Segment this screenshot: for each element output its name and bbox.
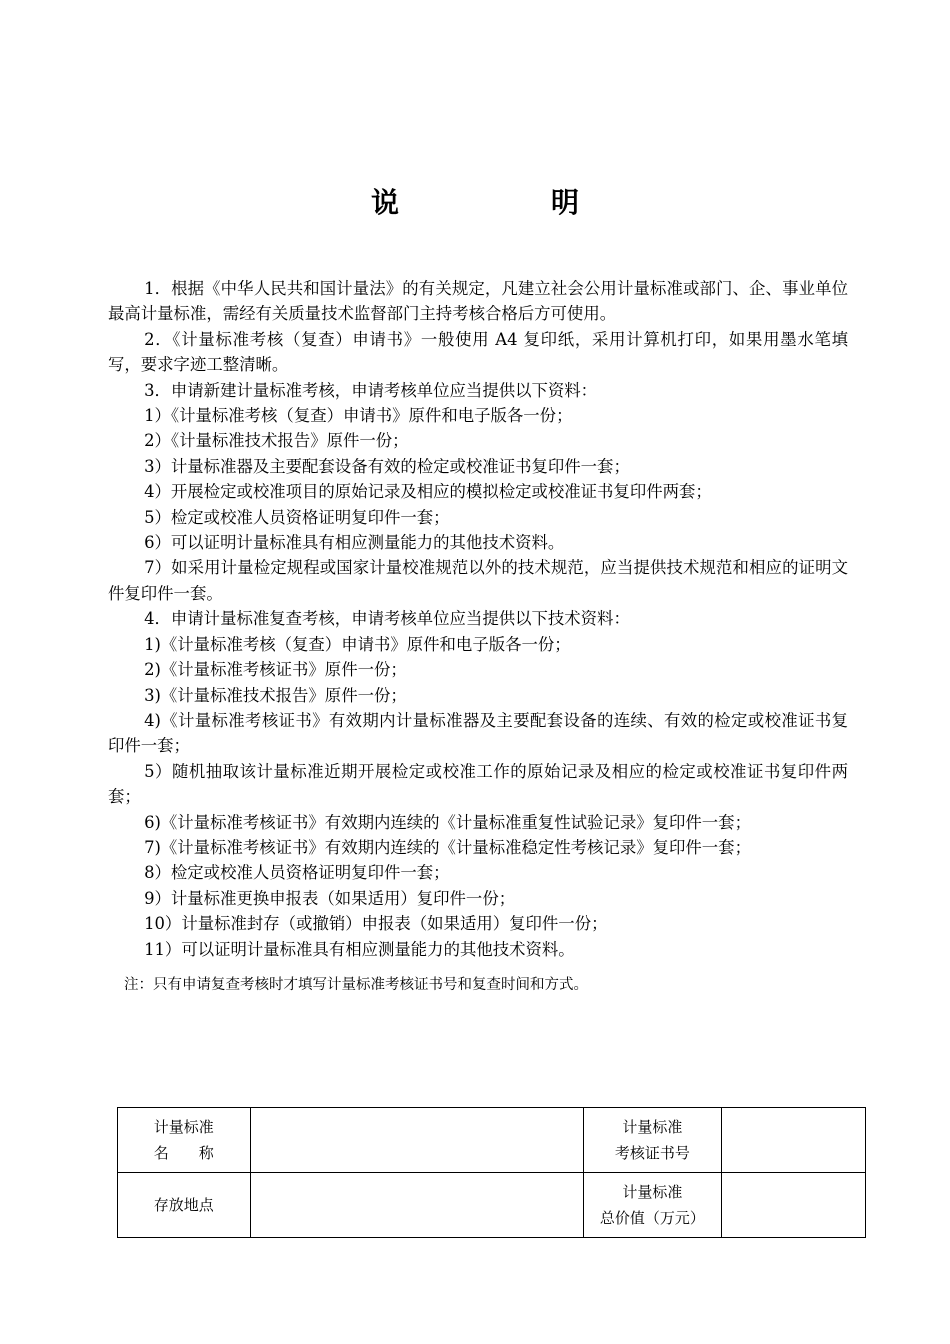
page-title: 说 明 <box>370 186 641 219</box>
total-value-label-line1: 计量标准 <box>622 1183 683 1201</box>
note-text: 注：只有申请复查考核时才填写计量标准考核证书号和复查时间和方式。 <box>124 977 588 993</box>
paragraph: 7)《计量标准考核证书》有效期内连续的《计量标准稳定性考核记录》复印件一套； <box>144 837 751 857</box>
table-row <box>118 1108 866 1173</box>
standard-info-table <box>117 1107 866 1238</box>
paragraph: 10）计量标准封存（或撤销）申报表（如果适用）复印件一份； <box>144 914 608 934</box>
paragraph: 9）计量标准更换申报表（如果适用）复印件一份； <box>144 888 516 908</box>
total-value-field[interactable] <box>721 1173 865 1238</box>
paragraph: 7）如采用计量检定规程或国家计量校准规范以外的技术规范，应当提供技术规范和相应的证明文件复印件一套。 <box>108 558 848 603</box>
paragraph: 3)《计量标准技术报告》原件一份； <box>144 685 407 705</box>
total-value-label <box>584 1173 722 1238</box>
standard-name-label-line1: 计量标准 <box>153 1118 214 1136</box>
paragraph: 6）可以证明计量标准具有相应测量能力的其他技术资料。 <box>144 533 565 553</box>
paragraph: 11）可以证明计量标准具有相应测量能力的其他技术资料。 <box>144 939 575 959</box>
paragraph: 3．申请新建计量标准考核，申请考核单位应当提供以下资料： <box>144 380 598 400</box>
standard-name-field[interactable] <box>250 1108 584 1173</box>
standard-name-label-line2: 名 称 <box>153 1144 214 1162</box>
certificate-no-label <box>584 1108 722 1173</box>
paragraph: 4)《计量标准考核证书》有效期内计量标准器及主要配套设备的连续、有效的检定或校准证书复印件一套； <box>108 710 848 756</box>
paragraph: 6)《计量标准考核证书》有效期内连续的《计量标准重复性试验记录》复印件一套； <box>144 812 751 832</box>
paragraph: 2）《计量标准技术报告》原件一份； <box>144 431 409 451</box>
standard-name-label <box>118 1108 251 1173</box>
paragraph: 1)《计量标准考核（复查）申请书》原件和电子版各一份； <box>144 634 571 654</box>
paragraph: 4．申请计量标准复查考核，申请考核单位应当提供以下技术资料： <box>144 609 630 629</box>
location-label: 存放地点 <box>118 1173 251 1238</box>
location-field[interactable] <box>250 1173 584 1238</box>
paragraph: 1）《计量标准考核（复查）申请书》原件和电子版各一份； <box>144 406 573 426</box>
paragraph: 5）检定或校准人员资格证明复印件一套； <box>144 507 450 527</box>
instructions-body <box>108 276 848 962</box>
paragraph: 3）计量标准器及主要配套设备有效的检定或校准证书复印件一套； <box>144 456 630 476</box>
certificate-no-field[interactable] <box>721 1108 865 1173</box>
total-value-label-line2: 总价值（万元） <box>599 1209 705 1227</box>
table-row <box>118 1173 866 1238</box>
paragraph: 4）开展检定或校准项目的原始记录及相应的模拟检定或校准证书复印件两套； <box>144 482 712 502</box>
paragraph: 2．《计量标准考核（复查）申请书》一般使用 A4 复印纸，采用计算机打印，如果用墨水笔填写，要求字迹工整清晰。 <box>108 329 848 375</box>
certificate-no-label-line1: 计量标准 <box>622 1118 683 1136</box>
paragraph: 1．根据《中华人民共和国计量法》的有关规定，凡建立社会公用计量标准或部门、企、事业单位最高计量标准，需经有关质量技术监督部门主持考核合格后方可使用。 <box>108 279 848 324</box>
paragraph: 8）检定或校准人员资格证明复印件一套； <box>144 863 450 883</box>
paragraph: 5）随机抽取该计量标准近期开展检定或校准工作的原始记录及相应的检定或校准证书复印件两套； <box>108 761 848 807</box>
paragraph: 2)《计量标准考核证书》原件一份； <box>144 660 407 680</box>
certificate-no-label-line2: 考核证书号 <box>614 1144 690 1162</box>
